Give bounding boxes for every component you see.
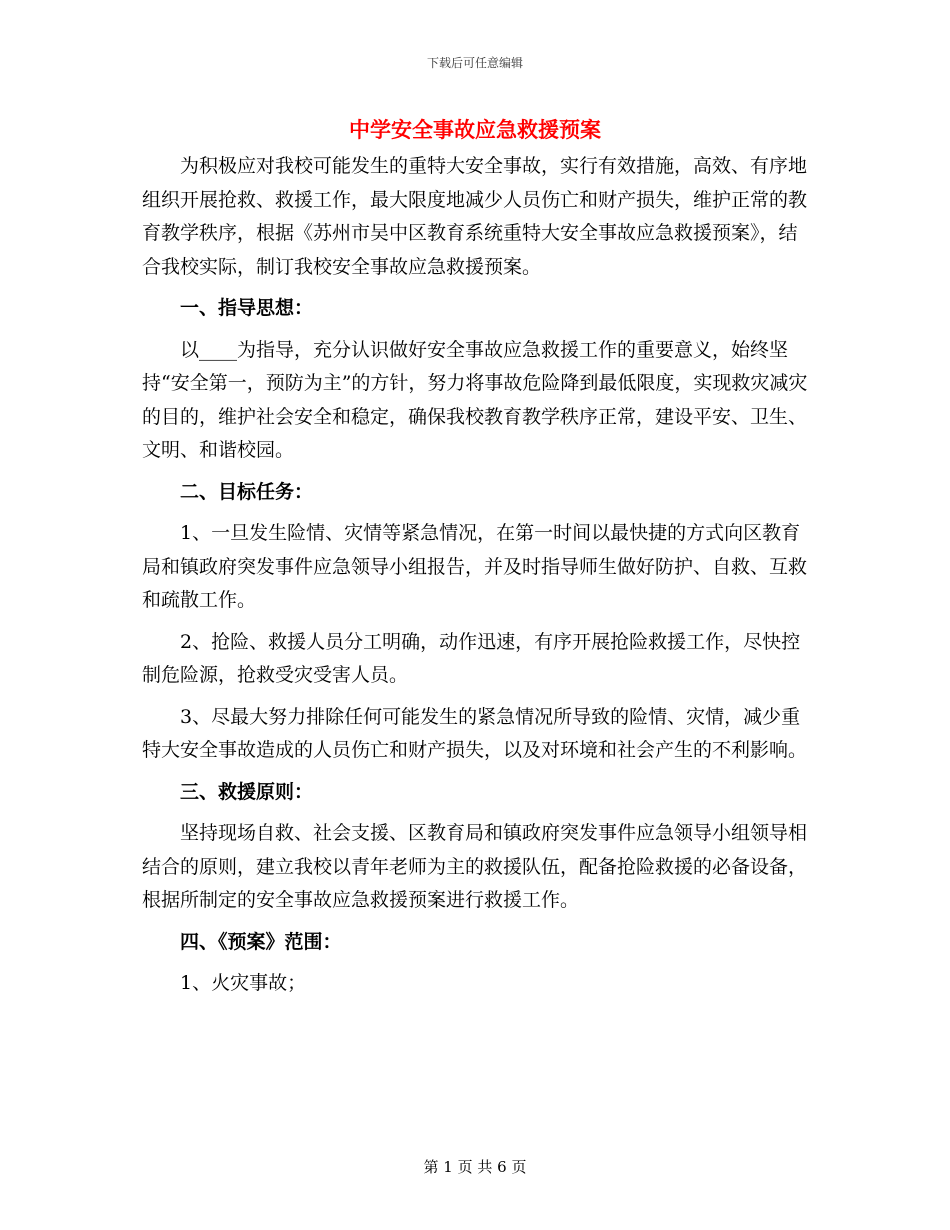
objective-item-1: 1、一旦发生险情、灾情等紧急情况，在第一时间以最快捷的方式向区教育局和镇政府突发事件应急领导小组报告，并及时指导师生做好防护、自救、互救和疏散工作。 (142, 522, 808, 611)
section-heading-principles: 三、救援原则： (180, 780, 314, 803)
header-note: 下载后可任意编辑 (426, 56, 523, 70)
objective-item-2: 2、抢险、救援人员分工明确，动作迅速，有序开展抢险救援工作，尽快控制危险源，抢救受灾受害人员。 (142, 630, 801, 686)
section-heading-objectives: 二、目标任务： (180, 480, 314, 503)
section-heading-guiding-ideology: 一、指导思想： (180, 297, 314, 319)
section-heading-scope: 四、《预案》范围： (180, 930, 342, 953)
document-body (142, 150, 810, 1001)
document-title: 中学安全事故应急救援预案 (349, 117, 601, 142)
intro-paragraph: 为积极应对我校可能发生的重特大安全事故，实行有效措施，高效、有序地组织开展抢救、救援工作，最大限度地减少人员伤亡和财产损失，维护正常的教育教学秩序，根据《苏州市吴中区教育系统重特大安全事故应急救援预案》，结合我校实际，制订我校安全事故应急救援预案。 (142, 155, 808, 278)
principles-paragraph: 坚持现场自救、社会支援、区教育局和镇政府突发事件应急领导小组领导相结合的原则，建立我校以青年老师为主的救援队伍，配备抢险救援的必备设备，根据所制定的安全事故应急救援预案进行救援工作。 (142, 822, 808, 911)
objective-item-3: 3、尽最大努力排除任何可能发生的紧急情况所导致的险情、灾情，减少重特大安全事故造成的人员伤亡和财产损失，以及对环境和社会产生的不利影响。 (142, 705, 808, 761)
guiding-ideology-paragraph: 以____为指导，充分认识做好安全事故应急救援工作的重要意义，始终坚持“安全第一，预防为主”的方针，努力将事故危险降到最低限度，实现救灾减灾的目的，维护社会安全和稳定，确保我校教育教学秩序正常，建设平安、卫生、文明、和谐校园。 (142, 338, 808, 461)
page-footer: 第 1 页 共 6 页 (423, 1158, 527, 1176)
scope-item-1: 1、火灾事故； (180, 972, 307, 994)
